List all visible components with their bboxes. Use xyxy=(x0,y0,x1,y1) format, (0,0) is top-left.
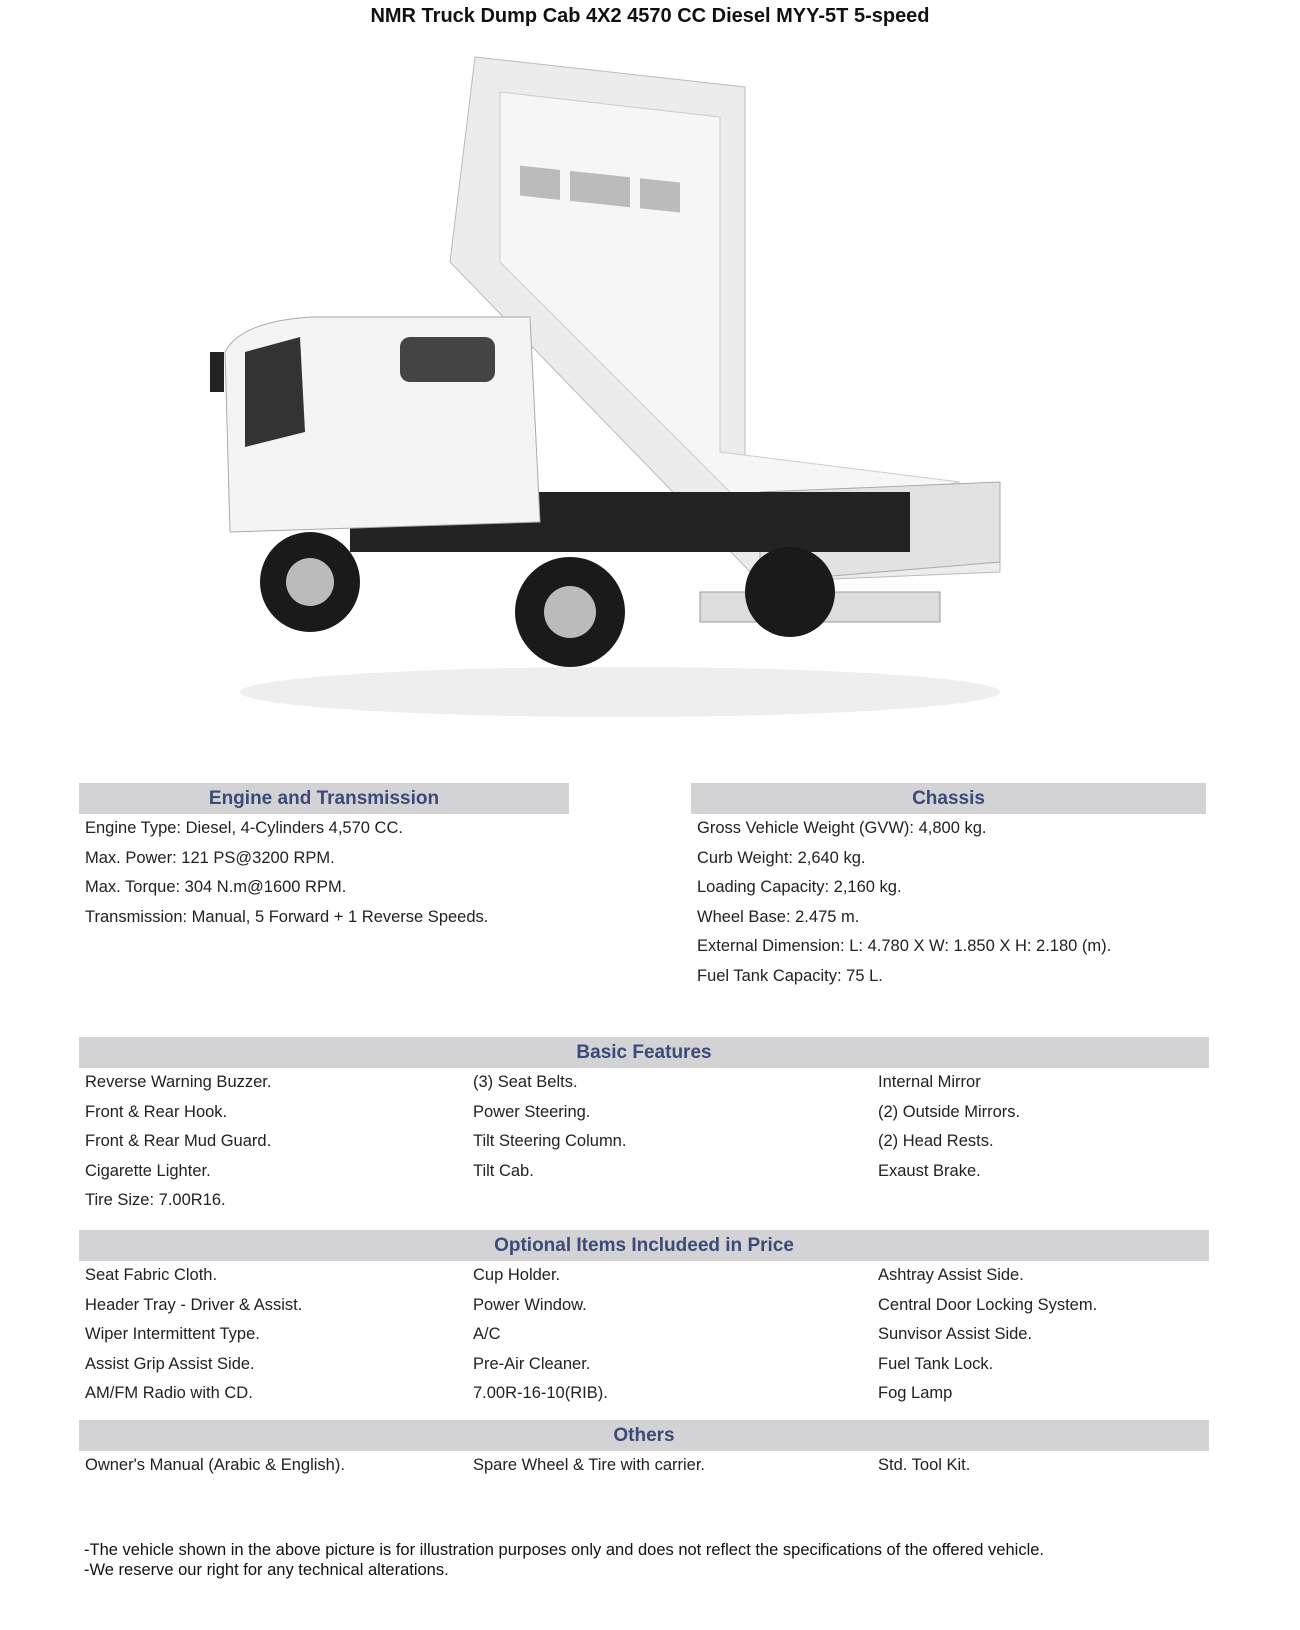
others-item: Spare Wheel & Tire with carrier. xyxy=(473,1456,705,1474)
spec-item: Wheel Base: 2.475 m. xyxy=(697,907,860,926)
feature-item: Internal Mirror xyxy=(878,1073,981,1091)
optional-item: Central Door Locking System. xyxy=(878,1295,1098,1314)
spec-item: External Dimension: L: 4.780 X W: 1.850 X H: 2.180 (m). xyxy=(697,937,1112,956)
others-heading: Others xyxy=(79,1420,1209,1451)
feature-item: Reverse Warning Buzzer. xyxy=(85,1073,272,1091)
optional-item: Header Tray - Driver & Assist. xyxy=(85,1295,303,1314)
others-item: Owner's Manual (Arabic & English). xyxy=(85,1456,345,1474)
feature-item: Exaust Brake. xyxy=(878,1161,981,1180)
feature-item: (2) Head Rests. xyxy=(878,1132,994,1151)
spec-item: Engine Type: Diesel, 4-Cylinders 4,570 CC. xyxy=(85,819,403,837)
optional-item: Pre-Air Cleaner. xyxy=(473,1354,591,1373)
optional-item: AM/FM Radio with CD. xyxy=(85,1384,253,1403)
spec-item: Max. Torque: 304 N.m@1600 RPM. xyxy=(85,878,347,897)
feature-item: Cigarette Lighter. xyxy=(85,1161,211,1180)
optional-item: A/C xyxy=(473,1325,501,1344)
optional-item: Power Window. xyxy=(473,1295,587,1314)
engine-transmission-heading: Engine and Transmission xyxy=(79,783,569,814)
feature-item: (3) Seat Belts. xyxy=(473,1073,578,1091)
engine-specs-list xyxy=(85,814,488,932)
disclaimer xyxy=(84,1540,1044,1580)
spec-item: Transmission: Manual, 5 Forward + 1 Reverse Speeds. xyxy=(85,907,489,926)
chassis-heading: Chassis xyxy=(691,783,1206,814)
feature-item: Tire Size: 7.00R16. xyxy=(85,1191,226,1210)
optional-item: Wiper Intermittent Type. xyxy=(85,1325,260,1344)
feature-item: Tilt Cab. xyxy=(473,1161,534,1180)
disclaimer-line: -The vehicle shown in the above picture is for illustration purposes only and does not reflect the specifications of the offered vehicle. xyxy=(84,1541,1044,1559)
basic-features-heading: Basic Features xyxy=(79,1037,1209,1068)
feature-item: (2) Outside Mirrors. xyxy=(878,1102,1021,1121)
feature-item: Front & Rear Mud Guard. xyxy=(85,1132,272,1151)
chassis-specs-list xyxy=(697,814,1111,992)
feature-item: Tilt Steering Column. xyxy=(473,1132,627,1151)
spec-item: Loading Capacity: 2,160 kg. xyxy=(697,878,902,897)
optional-items-heading: Optional Items Includeed in Price xyxy=(79,1230,1209,1261)
optional-item: Fuel Tank Lock. xyxy=(878,1354,994,1373)
optional-item: Fog Lamp xyxy=(878,1384,953,1403)
optional-item: Ashtray Assist Side. xyxy=(878,1266,1024,1284)
spec-item: Curb Weight: 2,640 kg. xyxy=(697,848,866,867)
optional-item: Assist Grip Assist Side. xyxy=(85,1354,255,1373)
optional-item: Sunvisor Assist Side. xyxy=(878,1325,1033,1344)
spec-item: Gross Vehicle Weight (GVW): 4,800 kg. xyxy=(697,819,987,837)
optional-item: Cup Holder. xyxy=(473,1266,561,1284)
spec-item: Fuel Tank Capacity: 75 L. xyxy=(697,966,883,985)
optional-item: 7.00R-16-10(RIB). xyxy=(473,1384,608,1403)
feature-item: Power Steering. xyxy=(473,1102,591,1121)
disclaimer-line: -We reserve our right for any technical alterations. xyxy=(84,1561,449,1579)
feature-item: Front & Rear Hook. xyxy=(85,1102,228,1121)
optional-item: Seat Fabric Cloth. xyxy=(85,1266,218,1284)
dump-truck-image xyxy=(200,52,1040,742)
page-title: NMR Truck Dump Cab 4X2 4570 CC Diesel MYY-5T 5-speed xyxy=(370,5,930,27)
spec-item: Max. Power: 121 PS@3200 RPM. xyxy=(85,848,335,867)
others-item: Std. Tool Kit. xyxy=(878,1456,971,1474)
